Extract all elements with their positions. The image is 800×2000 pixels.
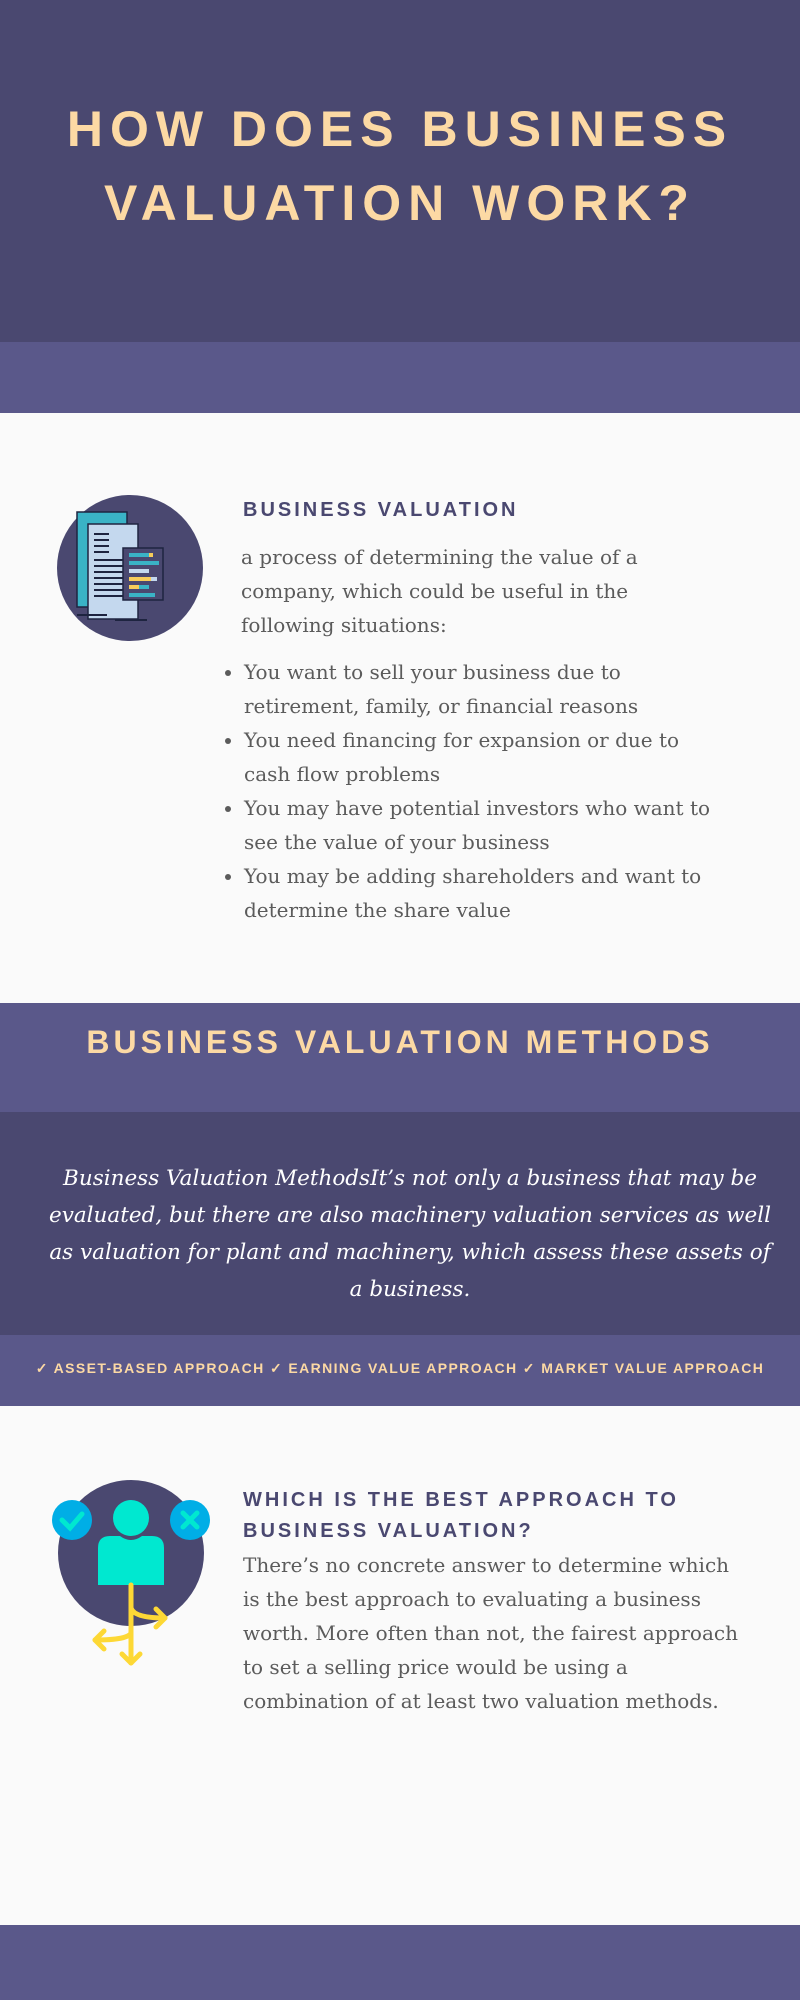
- document-chart-icon: [57, 495, 207, 645]
- list-item: • You need financing for expansion or due to cash flow problems: [244, 723, 720, 791]
- divider-band: [0, 342, 800, 413]
- intro-text: a process of determining the value of a company, which could be useful in the following situations:: [241, 545, 638, 637]
- page-title: [0, 92, 800, 240]
- situations-list: [220, 655, 720, 927]
- title-line-2: VALUATION WORK?: [104, 175, 696, 231]
- best-approach-text: There’s no concrete answer to determine which is the best approach to evaluating a business worth. More often than not, the fairest approach to set a selling price would be using a combination of at least two valuation methods.: [243, 1553, 738, 1713]
- list-item: • You may have potential investors who want to see the value of your business: [244, 791, 720, 859]
- methods-description: Business Valuation MethodsIt’s not only a business that may be evaluated, but there are also machinery valuation services as well as valuation for plant and machinery, which assess these assets of a business.: [48, 1166, 771, 1302]
- list-item: • You want to sell your business due to retirement, family, or financial reasons: [244, 655, 720, 723]
- best-approach-heading: WHICH IS THE BEST APPROACH TO BUSINESS VALUATION?: [243, 1489, 679, 1542]
- person-decision-icon: [50, 1478, 210, 1668]
- footer-band: [0, 1925, 800, 2000]
- title-line-1: HOW DOES BUSINESS: [66, 101, 734, 157]
- intro-heading: BUSINESS VALUATION: [243, 499, 519, 521]
- methods-heading: BUSINESS VALUATION METHODS: [86, 1024, 714, 1060]
- list-item: • You may be adding shareholders and want to determine the share value: [244, 859, 720, 927]
- approaches-list: ✓ ASSET-BASED APPROACH ✓ EARNING VALUE APPROACH ✓ MARKET VALUE APPROACH: [35, 1360, 765, 1376]
